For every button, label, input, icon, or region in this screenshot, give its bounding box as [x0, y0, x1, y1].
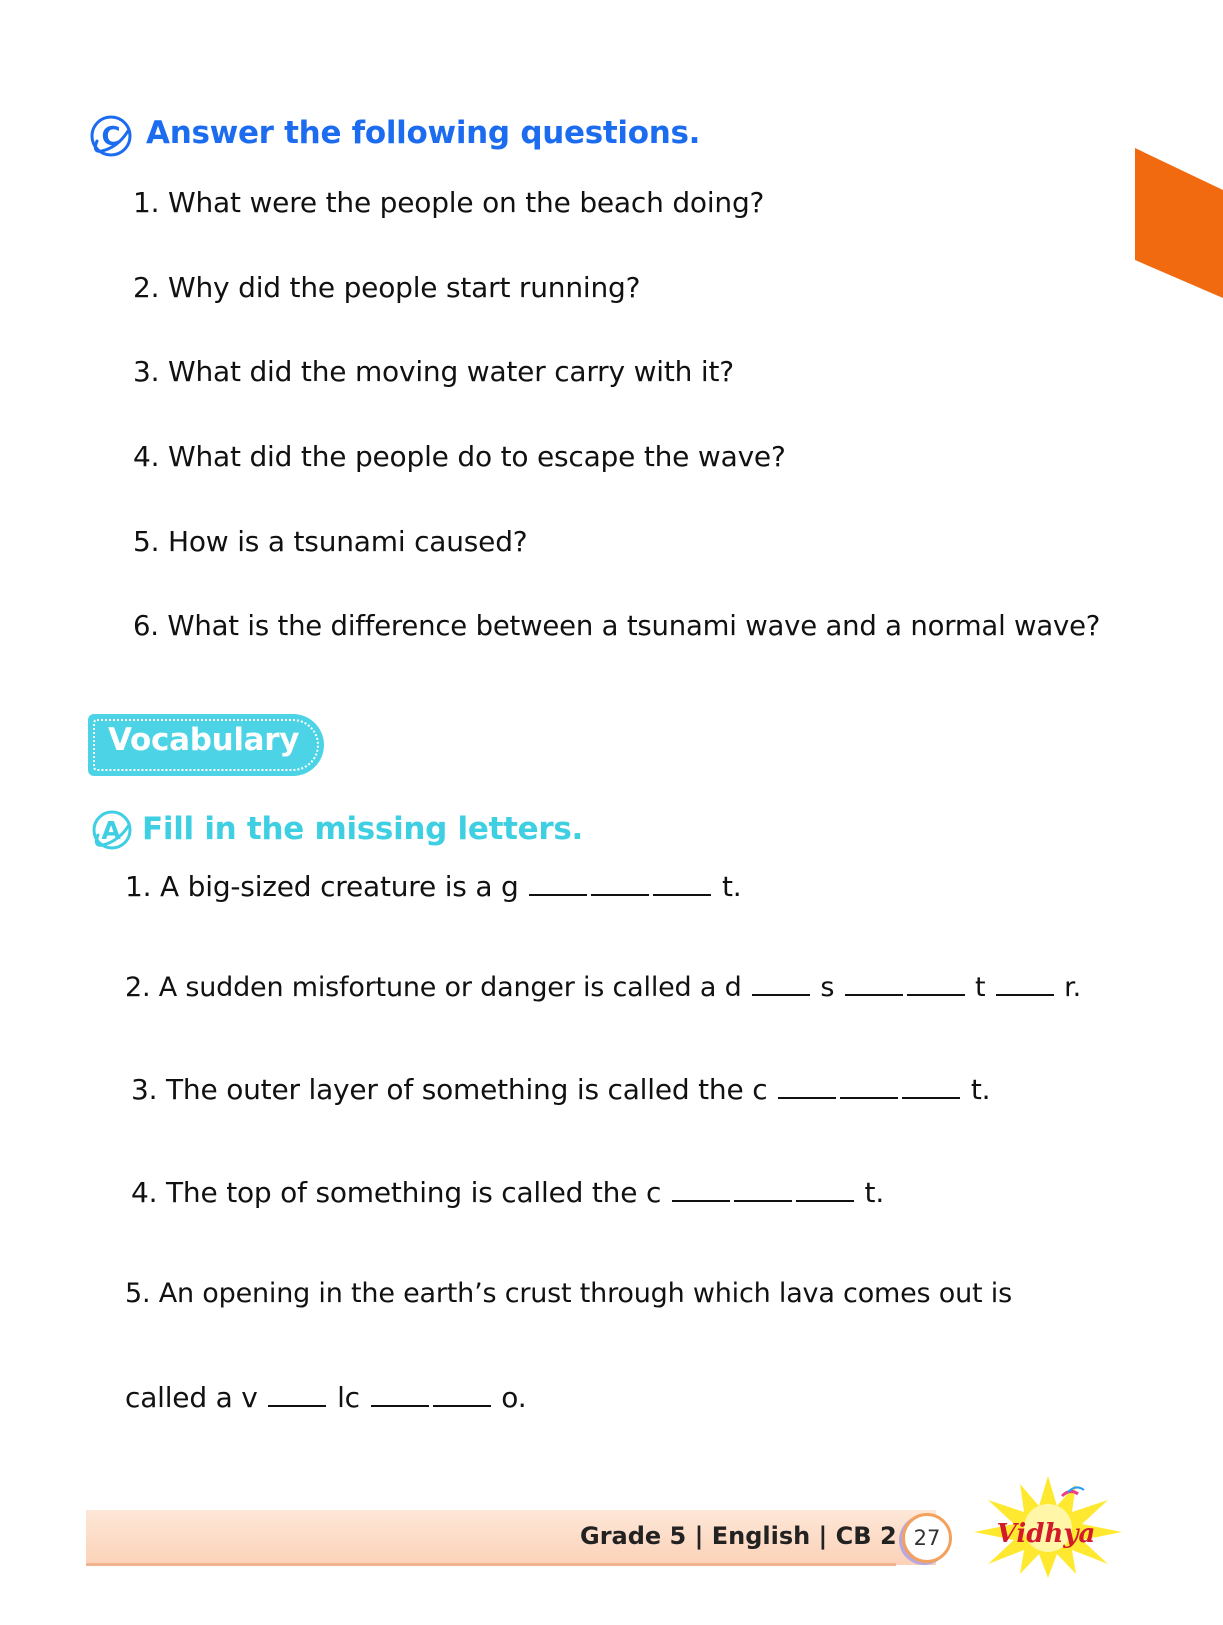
fill-item-text: t.: [970, 1073, 991, 1106]
fill-item-text: s: [820, 972, 835, 1003]
question-5: 5. How is a tsunami caused?: [133, 525, 528, 558]
blank[interactable]: [752, 970, 810, 996]
question-1: 1. What were the people on the beach doing?: [133, 186, 765, 219]
fill-item-5-line1: 5. An opening in the earth’s crust through which lava comes out is: [125, 1278, 1012, 1309]
fill-item-text: 3. The outer layer of something is called the c: [131, 1073, 768, 1106]
fill-item-text: 2. A sudden misfortune or danger is called a d: [125, 972, 742, 1003]
section-a-title: Fill in the missing letters.: [142, 811, 583, 847]
vidhya-logo: [958, 1470, 1138, 1580]
fill-item-3: [131, 1073, 990, 1106]
fill-item-2: [125, 970, 1081, 1003]
svg-text:Vidhya: Vidhya: [996, 1519, 1096, 1549]
page-number: 27: [902, 1513, 952, 1563]
blank[interactable]: [529, 870, 587, 896]
blank[interactable]: [433, 1381, 491, 1407]
footer-book-info: Grade 5 | English | CB 2: [580, 1522, 897, 1550]
fill-item-text: lc: [337, 1381, 360, 1414]
fill-item-text: 4. The top of something is called the c: [131, 1176, 662, 1209]
blank[interactable]: [778, 1073, 836, 1099]
question-3: 3. What did the moving water carry with it?: [133, 355, 734, 388]
svg-text:C: C: [101, 122, 121, 152]
blank[interactable]: [845, 970, 903, 996]
section-c-title: Answer the following questions.: [146, 115, 701, 151]
fill-item-text: t.: [864, 1176, 885, 1209]
blank[interactable]: [734, 1176, 792, 1202]
blank[interactable]: [907, 970, 965, 996]
fill-item-text: t: [974, 972, 986, 1003]
section-a-icon: [90, 808, 134, 852]
section-c-icon: [88, 113, 134, 159]
blank[interactable]: [996, 970, 1054, 996]
vocabulary-label: Vocabulary: [108, 722, 300, 758]
question-2: 2. Why did the people start running?: [133, 271, 641, 304]
fill-item-1: [125, 870, 741, 903]
blank[interactable]: [672, 1176, 730, 1202]
question-6: 6. What is the difference between a tsunami wave and a normal wave?: [133, 610, 1101, 642]
blank[interactable]: [268, 1381, 326, 1407]
question-4: 4. What did the people do to escape the wave?: [133, 440, 786, 473]
page-tab-marker: [1135, 148, 1223, 298]
fill-item-text: called a v: [125, 1381, 258, 1414]
blank[interactable]: [591, 870, 649, 896]
blank[interactable]: [371, 1381, 429, 1407]
blank[interactable]: [840, 1073, 898, 1099]
blank[interactable]: [796, 1176, 854, 1202]
fill-item-text: t.: [722, 870, 742, 903]
svg-text:A: A: [101, 816, 121, 845]
blank[interactable]: [653, 870, 711, 896]
fill-item-text: 1. A big-sized creature is a g: [125, 870, 519, 903]
fill-item-text: r.: [1064, 972, 1081, 1003]
fill-item-5-line2: [125, 1381, 526, 1414]
fill-item-text: o.: [501, 1381, 527, 1414]
blank[interactable]: [902, 1073, 960, 1099]
fill-item-4: [131, 1176, 884, 1209]
footer-underline: [86, 1563, 896, 1566]
